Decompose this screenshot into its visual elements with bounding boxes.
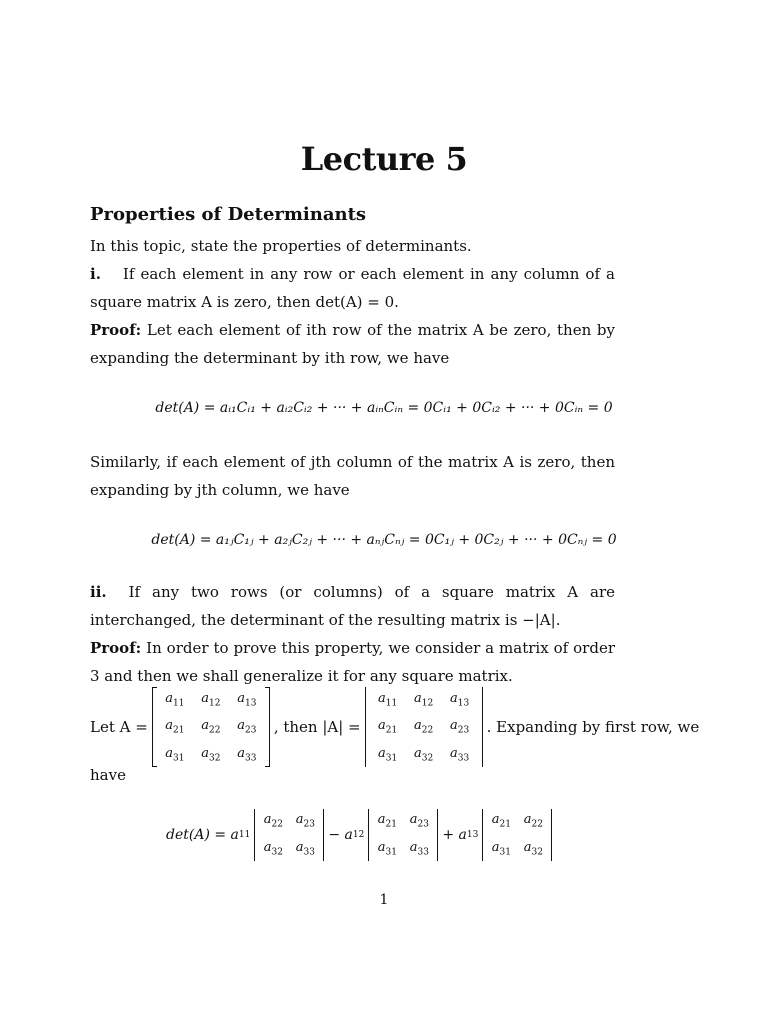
property-ii-text: If any two rows (or columns) of a square matrix A are interchanged, the determinant of the resulting matrix is −|A|.	[90, 583, 615, 629]
matrix-A-bracket	[148, 687, 274, 768]
proof-1-text: Let each element of ith row of the matrix A be zero, then by expanding the determinant by ith row, we have	[90, 321, 615, 367]
det-a-cell: $a_{33}$	[450, 745, 470, 764]
expansion-op1: − a	[328, 827, 353, 843]
expanding-text: . Expanding by first row, we	[486, 718, 700, 736]
proof-1	[90, 316, 615, 372]
matrix-a-cell: $a_{13}$	[237, 690, 257, 709]
proof-1-label: Proof:	[90, 321, 142, 339]
page-number: 1	[379, 892, 389, 908]
similarly-text: Similarly, if each element of jth column of the matrix A is zero, then expanding by jth column, we have	[90, 453, 615, 499]
property-ii	[90, 578, 615, 634]
then-text: , then |A| =	[273, 718, 361, 736]
proof-2	[90, 634, 615, 690]
property-ii-label: ii.	[90, 583, 107, 601]
similarly-paragraph	[90, 448, 615, 504]
minor-cell: $a_{33}$	[295, 840, 315, 858]
cofactor-expansion-equation	[166, 806, 556, 864]
matrix-a-cell: $a_{22}$	[201, 718, 221, 736]
minor-cell: $a_{22}$	[263, 812, 283, 830]
matrix-a-cell: $a_{32}$	[201, 745, 221, 764]
det-a-cell: $a_{22}$	[414, 718, 434, 736]
proof-2-label: Proof:	[90, 639, 142, 657]
equation-row-expansion: det(A) = aᵢ₁Cᵢ₁ + aᵢ₂Cᵢ₂ + ··· + aᵢₙCᵢₙ = 0Cᵢ₁ + 0Cᵢ₂ + ··· + 0Cᵢₙ = 0	[155, 400, 613, 416]
matrix-a-cell: $a_{11}$	[165, 690, 185, 709]
expansion-lhs-sub: 11	[238, 830, 251, 840]
det-a-cell: $a_{31}$	[378, 745, 398, 764]
minor-cell: $a_{21}$	[377, 812, 397, 830]
minor-cell: $a_{31}$	[377, 840, 397, 858]
matrix-a-cell: $a_{23}$	[237, 718, 257, 736]
matrix-a-cell: $a_{31}$	[165, 745, 185, 764]
det-a-cell: $a_{12}$	[414, 690, 434, 709]
matrix-a-cell: $a_{21}$	[165, 718, 185, 736]
minor-cell: $a_{23}$	[409, 812, 429, 830]
minor-13	[482, 809, 552, 860]
expansion-op1-sub: 12	[352, 830, 365, 840]
lecture-title: Lecture 5	[300, 140, 468, 178]
minor-cell: $a_{33}$	[409, 840, 429, 858]
matrix-definition-line	[90, 684, 700, 770]
matrix-a-cell: $a_{33}$	[237, 745, 257, 764]
section-heading: Properties of Determinants	[90, 204, 367, 225]
expansion-op2-sub: 13	[466, 830, 479, 840]
proof-2-text: In order to prove this property, we consider a matrix of order 3 and then we shall generalize it for any square matrix.	[90, 639, 615, 685]
minor-12	[368, 809, 438, 860]
minor-11	[254, 809, 324, 860]
intro-text: In this topic, state the properties of determinants.	[90, 237, 472, 255]
minor-cell: $a_{32}$	[523, 840, 543, 858]
expansion-op2: + a	[442, 827, 467, 843]
matrix-a-cell: $a_{12}$	[201, 690, 221, 709]
property-i-text: If each element in any row or each element in any column of a square matrix A is zero, then det(A) = 0.	[90, 265, 615, 311]
det-a-cell: $a_{21}$	[378, 718, 398, 736]
minor-cell: $a_{31}$	[491, 840, 511, 858]
minor-cell: $a_{22}$	[523, 812, 543, 830]
property-i-label: i.	[90, 265, 101, 283]
det-a-cell: $a_{11}$	[378, 690, 398, 709]
minor-cell: $a_{23}$	[295, 812, 315, 830]
property-i	[90, 260, 615, 316]
equation-column-expansion: det(A) = a₁ⱼC₁ⱼ + a₂ⱼC₂ⱼ + ··· + aₙⱼCₙⱼ = 0C₁ⱼ + 0C₂ⱼ + ··· + 0Cₙⱼ = 0	[151, 532, 617, 548]
intro-paragraph	[90, 232, 615, 260]
minor-cell: $a_{32}$	[263, 840, 283, 858]
have-text: have	[90, 766, 126, 784]
determinant-A	[365, 687, 483, 768]
det-a-cell: $a_{32}$	[414, 745, 434, 764]
matrix-A	[152, 687, 270, 768]
let-prefix: Let A =	[90, 718, 148, 736]
det-a-cell: $a_{13}$	[450, 690, 470, 709]
minor-cell: $a_{21}$	[491, 812, 511, 830]
det-a-cell: $a_{23}$	[450, 718, 470, 736]
expansion-lhs: det(A) = a	[166, 827, 239, 843]
